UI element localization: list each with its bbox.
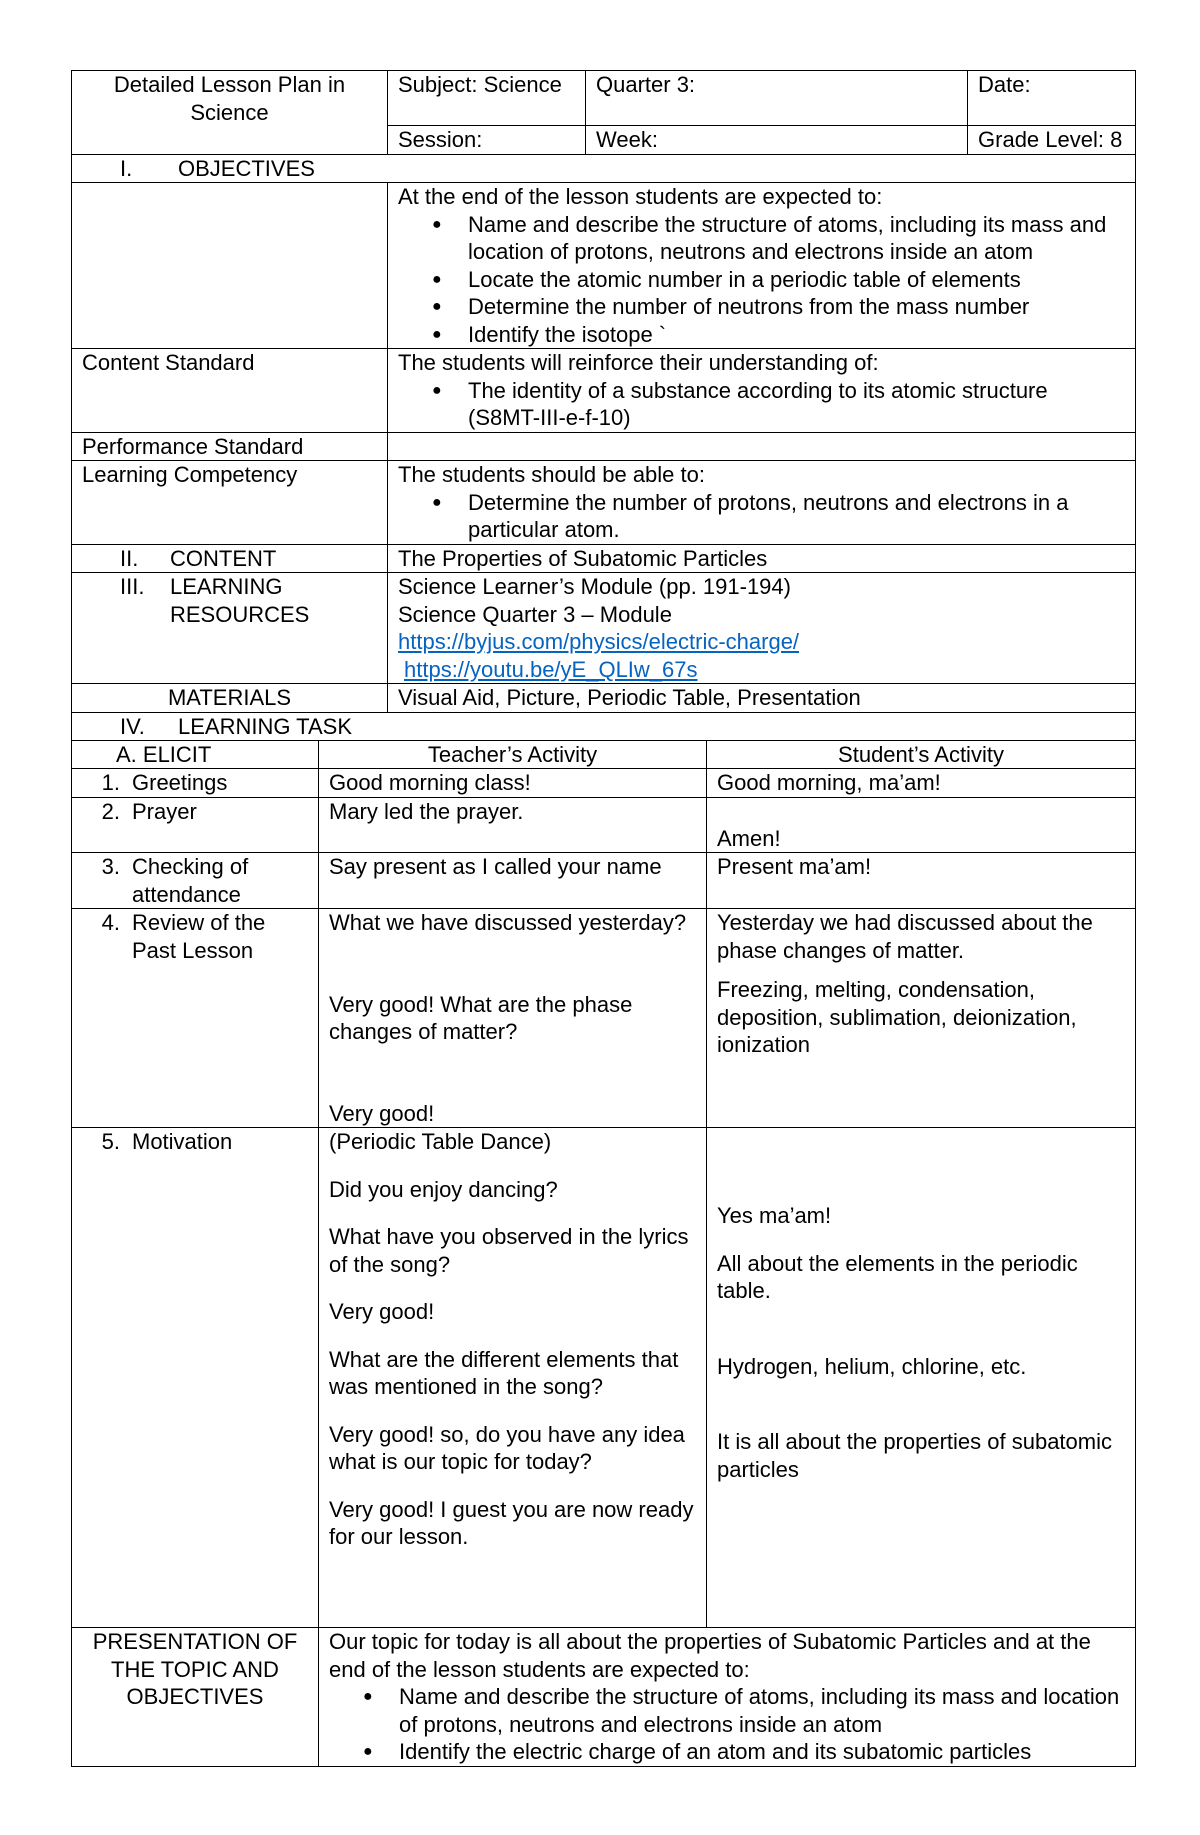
prayer-teacher: Mary led the prayer.	[319, 797, 707, 853]
materials-value: Visual Aid, Picture, Periodic Table, Presentation	[388, 684, 1136, 713]
header-row-1	[72, 71, 1136, 126]
learning-competency-row	[72, 461, 1136, 545]
content-standard-label: Content Standard	[72, 349, 388, 433]
content-value: The Properties of Subatomic Particles	[388, 544, 1136, 573]
review-row	[72, 909, 1136, 1128]
week-cell: Week:	[586, 126, 968, 155]
objective-item: ● Identify the isotope `	[468, 321, 1125, 349]
objective-item: ● Determine the number of neutrons from the mass number	[468, 293, 1125, 321]
content-standard-list	[398, 377, 1125, 432]
motivation-row	[72, 1128, 1136, 1628]
materials-row	[72, 684, 1136, 713]
greetings-teacher: Good morning class!	[319, 769, 707, 798]
performance-standard-label: Performance Standard	[72, 432, 388, 461]
activity-table	[71, 740, 1136, 1767]
grade-cell: Grade Level: 8	[968, 126, 1136, 155]
materials-label: MATERIALS	[72, 684, 388, 713]
content-standard-item: ● The identity of a substance according to its atomic structure (S8MT-III-e-f-10)	[468, 377, 1125, 432]
motivation-student: Yes ma’am! All about the elements in the periodic table. Hydrogen, helium, chlorine, etc. It is all about the properties of subatomic particles	[707, 1128, 1136, 1628]
resource-quarter-module: Science Quarter 3 – Module	[398, 601, 672, 627]
objectives-label-empty	[72, 183, 388, 349]
resources-label: III. LEARNING RESOURCES	[72, 573, 388, 684]
plan-title: Detailed Lesson Plan in Science	[72, 71, 388, 155]
learning-task-row	[72, 712, 1136, 741]
learning-competency-item: ● Determine the number of protons, neutrons and electrons in a particular atom.	[468, 489, 1125, 544]
attendance-teacher: Say present as I called your name	[319, 853, 707, 909]
attendance-row	[72, 853, 1136, 909]
learning-competency-intro: The students should be able to:	[398, 462, 705, 487]
greetings-label: 1. Greetings	[72, 769, 319, 798]
session-cell: Session:	[388, 126, 586, 155]
presentation-list	[329, 1683, 1125, 1766]
resources-row	[72, 573, 1136, 684]
objective-item: ● Name and describe the structure of atoms, including its mass and location of protons, neutrons and electrons inside an atom	[468, 211, 1125, 266]
review-teacher: What we have discussed yesterday? Very good! What are the phase changes of matter? Very good!	[319, 909, 707, 1128]
attendance-student: Present ma’am!	[707, 853, 1136, 909]
lesson-plan-table	[71, 70, 1136, 741]
greetings-row	[72, 769, 1136, 798]
quarter-cell: Quarter 3:	[586, 71, 968, 126]
learning-task-heading: IV. LEARNING TASK	[72, 712, 1136, 741]
objectives-heading-row	[72, 154, 1136, 183]
resource-link-byjus[interactable]: https://byjus.com/physics/electric-charge/	[398, 629, 800, 654]
objectives-intro: At the end of the lesson students are expected to:	[398, 184, 883, 209]
content-standard-cell	[388, 349, 1136, 433]
presentation-item: ● Name and describe the structure of atoms, including its mass and location of protons, neutrons and electrons inside an atom	[399, 1683, 1125, 1738]
resource-link-youtube[interactable]: https://youtu.be/yE_QLIw_67s	[404, 656, 698, 682]
learning-competency-list	[398, 489, 1125, 544]
student-activity-heading: Student’s Activity	[707, 740, 1136, 769]
motivation-label: 5. Motivation	[72, 1128, 319, 1628]
objectives-list	[398, 211, 1125, 349]
date-cell: Date:	[968, 71, 1136, 126]
content-row	[72, 544, 1136, 573]
content-standard-intro: The students will reinforce their understanding of:	[398, 350, 879, 375]
prayer-row	[72, 797, 1136, 853]
presentation-intro: Our topic for today is all about the properties of Subatomic Particles and at the end of the lesson students are expected to:	[329, 1629, 1091, 1682]
objectives-heading: I. OBJECTIVES	[72, 154, 1136, 183]
objective-item: ● Locate the atomic number in a periodic table of elements	[468, 266, 1125, 294]
activity-header-row	[72, 740, 1136, 769]
resource-module: Science Learner’s Module (pp. 191-194)	[398, 574, 791, 599]
greetings-student: Good morning, ma’am!	[707, 769, 1136, 798]
learning-competency-label: Learning Competency	[72, 461, 388, 545]
objectives-row	[72, 183, 1136, 349]
learning-competency-cell	[388, 461, 1136, 545]
presentation-cell	[319, 1628, 1136, 1767]
content-standard-row	[72, 349, 1136, 433]
presentation-item: ● Identify the electric charge of an atom and its subatomic particles	[399, 1738, 1125, 1766]
subject-cell: Subject: Science	[388, 71, 586, 126]
performance-standard-value	[388, 432, 1136, 461]
presentation-label: PRESENTATION OF THE TOPIC AND OBJECTIVES	[72, 1628, 319, 1767]
prayer-label: 2. Prayer	[72, 797, 319, 853]
resources-cell	[388, 573, 1136, 684]
review-student: Yesterday we had discussed about the phase changes of matter. Freezing, melting, condensation, deposition, sublimation, deionization, ionization	[707, 909, 1136, 1128]
prayer-student: Amen!	[707, 797, 1136, 853]
presentation-row	[72, 1628, 1136, 1767]
review-label: 4. Review of the Past Lesson	[72, 909, 319, 1128]
elicit-heading: A. ELICIT	[72, 740, 319, 769]
content-label: II. CONTENT	[72, 544, 388, 573]
lesson-plan-document	[71, 70, 1135, 1767]
attendance-label: 3. Checking of attendance	[72, 853, 319, 909]
performance-standard-row	[72, 432, 1136, 461]
objectives-cell	[388, 183, 1136, 349]
teacher-activity-heading: Teacher’s Activity	[319, 740, 707, 769]
motivation-teacher: (Periodic Table Dance) Did you enjoy dancing? What have you observed in the lyrics of the song? Very good! What are the different elements that was mentioned in the song? Very good! so, do you have any idea what is our topic for today? Very good! I guest you are now ready for our lesson.	[319, 1128, 707, 1628]
